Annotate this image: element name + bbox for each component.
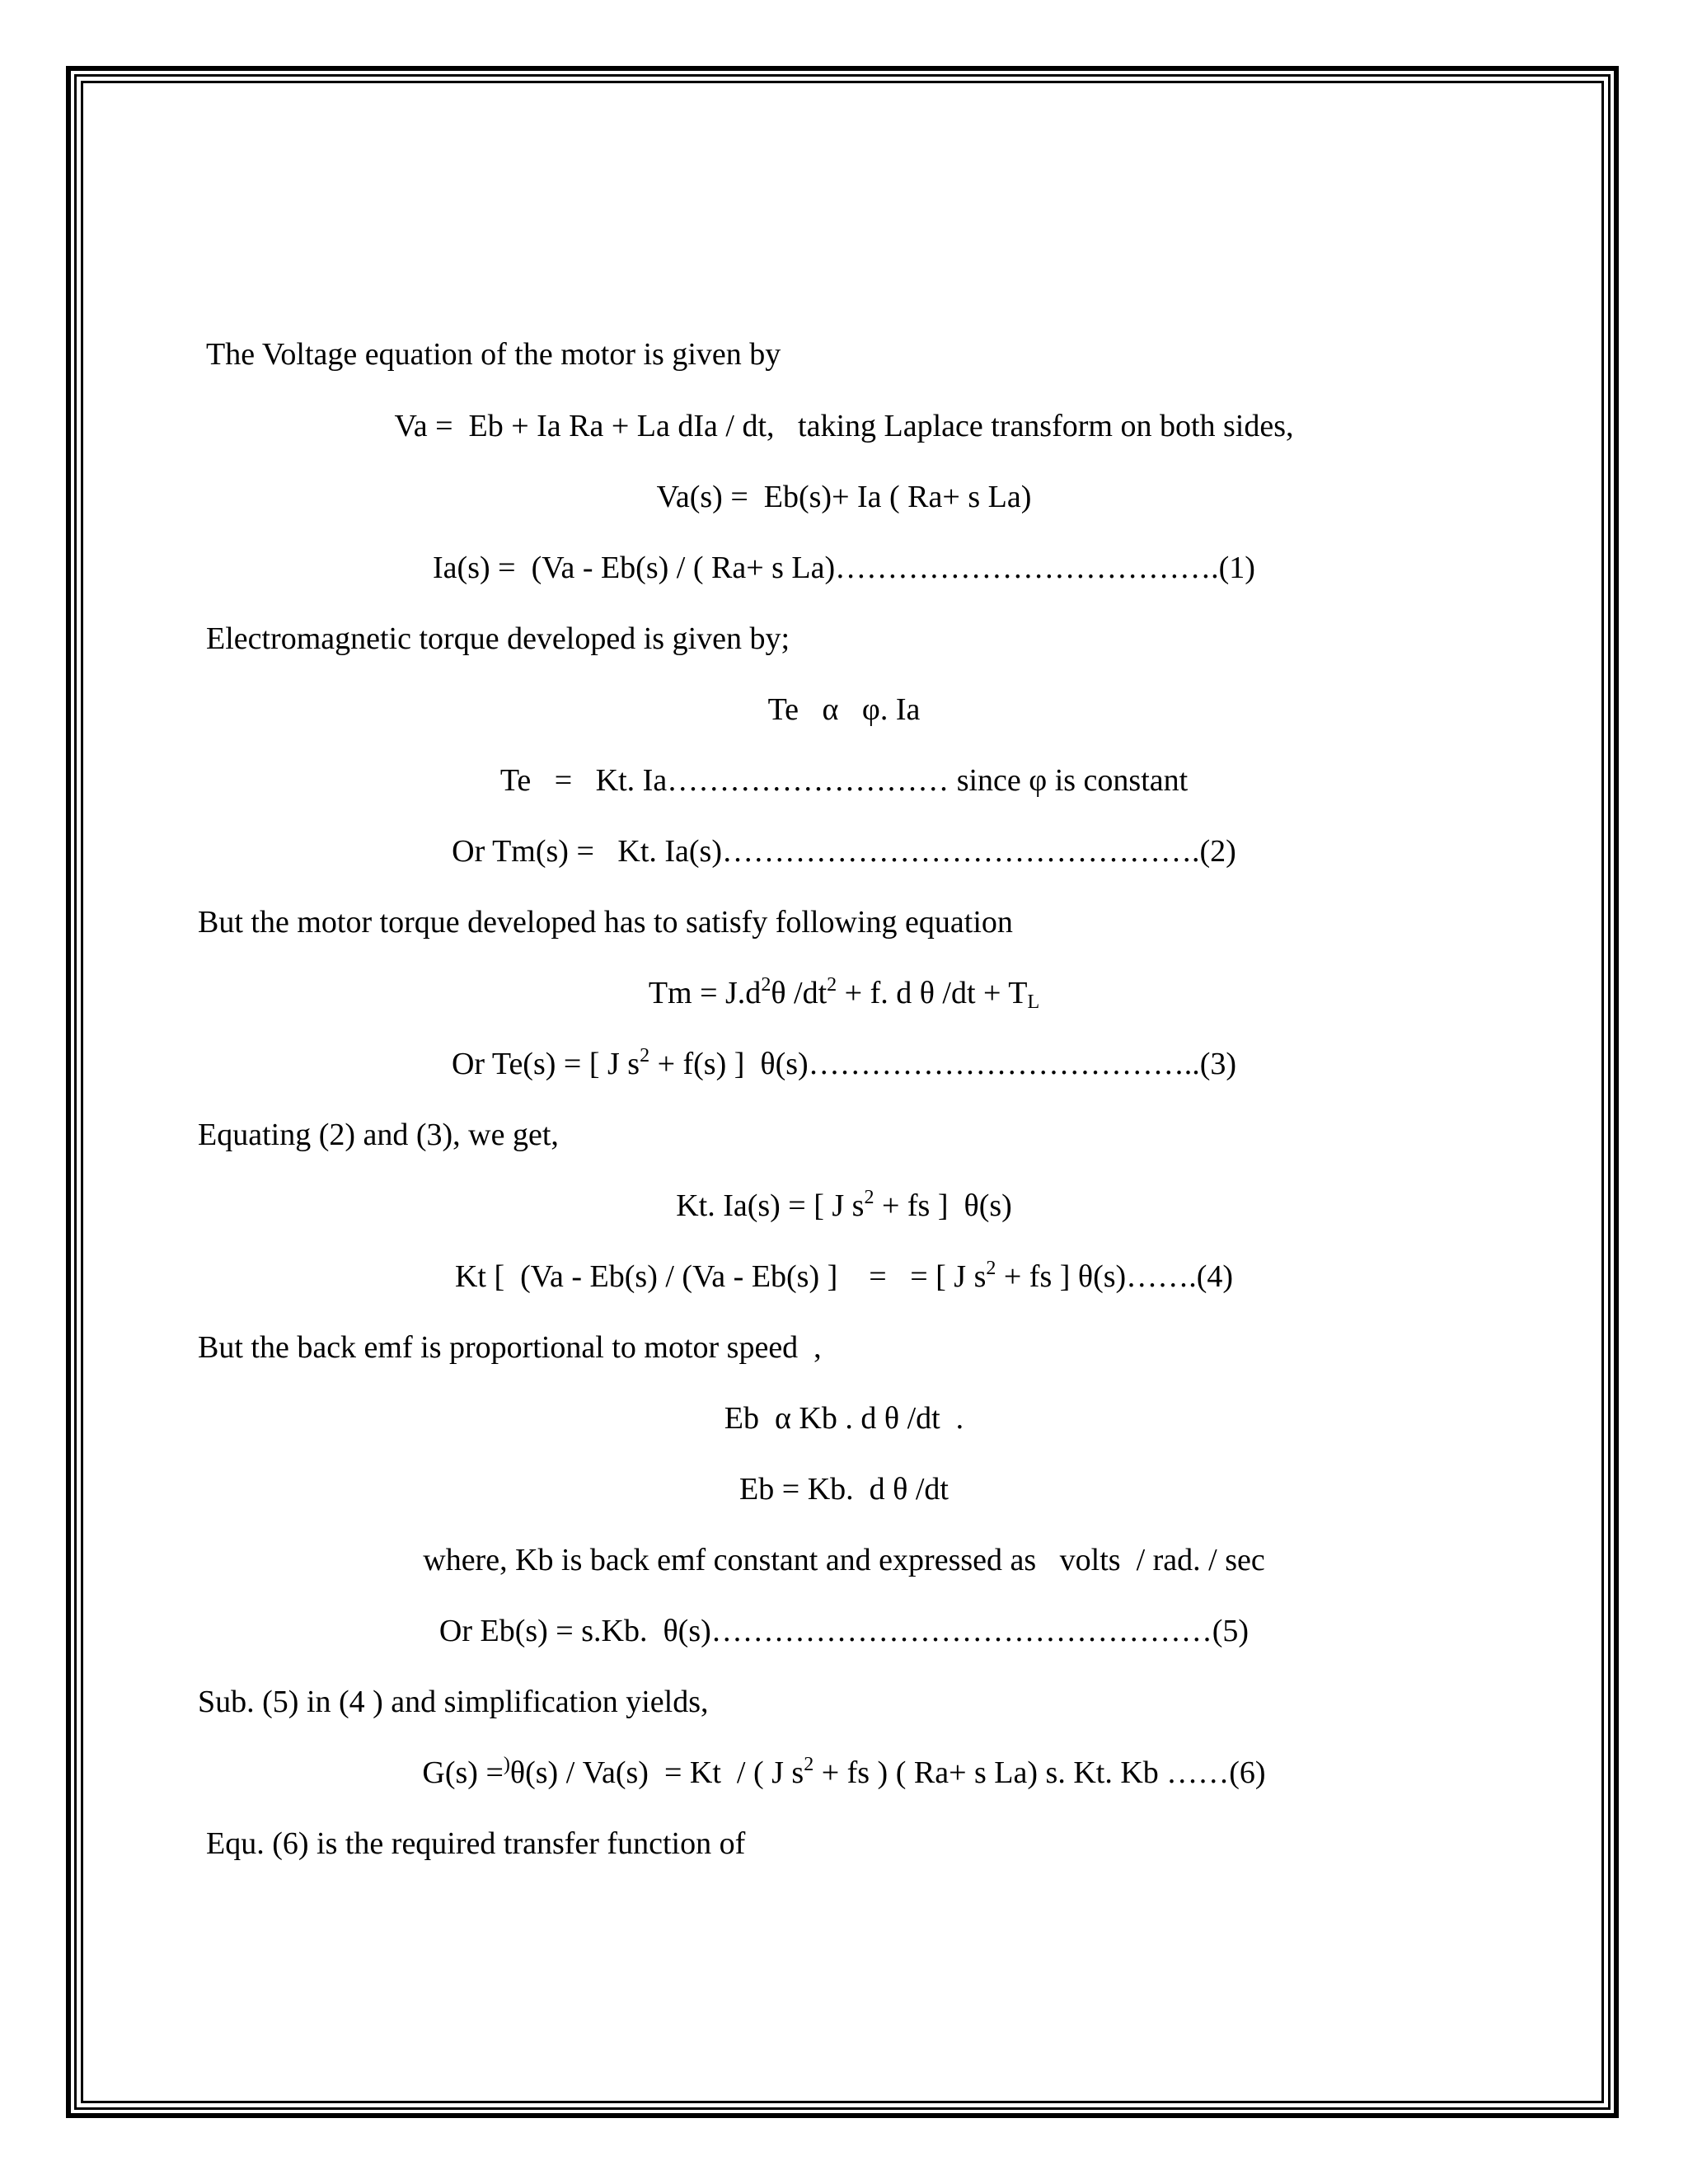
motor-torque-part-a: Tm = J.d xyxy=(648,976,762,1010)
equation-6-part-c: + fs ) ( Ra+ s La) s. Kt. Kb ……(6) xyxy=(814,1755,1266,1790)
motor-torque-subscript: L xyxy=(1027,991,1040,1013)
equation-1: Ia(s) = (Va - Eb(s) / ( Ra+ s La)……………………………….(1) xyxy=(433,551,1255,585)
back-emf-constant-note: where, Kb is back emf constant and expressed as volts / rad. / sec xyxy=(423,1543,1265,1577)
motor-torque-exp-2: 2 xyxy=(827,974,837,996)
back-emf-intro: But the back emf is proportional to motor speed , xyxy=(198,1330,822,1365)
equated-part-b: + fs ] θ(s) xyxy=(874,1188,1012,1223)
equated-equation xyxy=(0,1187,1688,1225)
equation-5: Or Eb(s) = s.Kb. θ(s)…………………………………………(5) xyxy=(438,1614,1250,1648)
equation-4 xyxy=(0,1258,1688,1296)
back-emf-equation: Eb = Kb. d θ /dt xyxy=(739,1472,949,1507)
equation-3-exp: 2 xyxy=(640,1045,650,1066)
equation-4-part-b: + fs ] θ(s)…….(4) xyxy=(996,1259,1234,1294)
equation-6-mark: ) xyxy=(503,1754,510,1775)
laplace-voltage-equation: Va(s) = Eb(s)+ Ia ( Ra+ s La) xyxy=(656,480,1032,514)
equation-6-exp: 2 xyxy=(804,1754,814,1775)
equation-6-part-b: θ(s) / Va(s) = Kt / ( J s xyxy=(509,1755,804,1790)
torque-proportionality: Te α φ. Ia xyxy=(767,692,921,727)
equated-part-a: Kt. Ia(s) = [ J s xyxy=(676,1188,865,1223)
torque-constant-equation: Te = Kt. Ia……………………… since φ is constant xyxy=(499,763,1189,798)
equation-6-part-a: G(s) = xyxy=(422,1755,504,1790)
motor-torque-part-c: + f. d θ /dt + T xyxy=(837,976,1028,1010)
page-border-inner xyxy=(81,81,1604,2103)
equation-3-part-a: Or Te(s) = [ J s xyxy=(451,1047,640,1081)
back-emf-proportionality: Eb α Kb . d θ /dt . xyxy=(724,1401,964,1436)
motor-torque-intro: But the motor torque developed has to satisfy following equation xyxy=(198,905,1013,940)
equation-2: Or Tm(s) = Kt. Ia(s)……………………………………….(2) xyxy=(452,834,1236,869)
equation-4-exp: 2 xyxy=(986,1258,996,1279)
substitution-intro: Sub. (5) in (4 ) and simplification yields, xyxy=(198,1685,709,1719)
equation-6 xyxy=(0,1754,1688,1792)
voltage-equation: Va = Eb + Ia Ra + La dIa / dt, taking Laplace transform on both sides, xyxy=(394,409,1294,443)
equation-3-part-b: + f(s) ] θ(s)………………………………..(3) xyxy=(649,1047,1237,1081)
motor-torque-exp-1: 2 xyxy=(761,974,771,996)
motor-torque-equation xyxy=(0,974,1688,1012)
equation-4-part-a: Kt [ (Va - Eb(s) / (Va - Eb(s) ] = = [ J s xyxy=(454,1259,987,1294)
conclusion-line: Equ. (6) is the required transfer function of xyxy=(206,1826,746,1861)
voltage-equation-intro: The Voltage equation of the motor is given by xyxy=(206,337,781,372)
equating-intro: Equating (2) and (3), we get, xyxy=(198,1118,559,1152)
motor-torque-part-b: θ /dt xyxy=(771,976,828,1010)
equation-3 xyxy=(0,1045,1688,1083)
equated-exp: 2 xyxy=(864,1187,874,1208)
torque-intro: Electromagnetic torque developed is given by; xyxy=(206,621,790,656)
